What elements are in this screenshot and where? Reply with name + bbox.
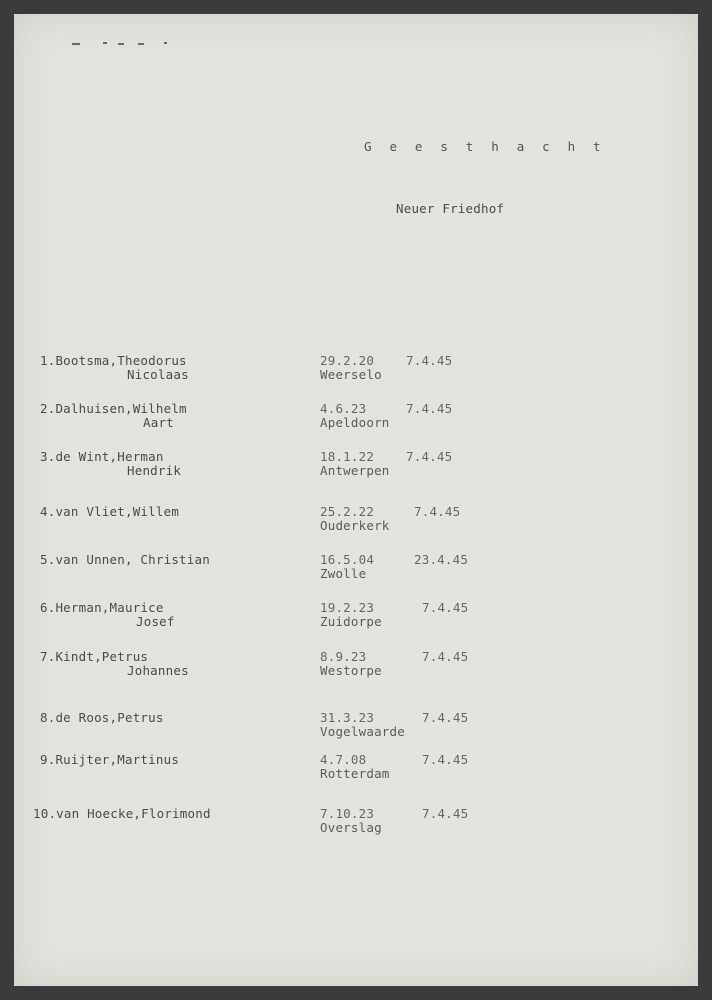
entry-given-names: Nicolaas [127,367,189,382]
entry-birth-date: 4.7.08 [320,752,367,767]
entry-birth-date: 29.2.20 [320,353,375,368]
entry-birth-date: 25.2.22 [320,504,375,519]
entry-burial-date: 7.4.45 [422,600,469,615]
ink-speck [164,42,167,44]
entry-birth-place: Weerselo [320,367,382,382]
entry-burial-date: 7.4.45 [406,353,453,368]
entry-name: 3.de Wint,Herman [40,449,164,464]
entry-burial-date: 7.4.45 [414,504,461,519]
entry-given-names: Johannes [127,663,189,678]
entry-birth-date: 19.2.23 [320,600,375,615]
entry-burial-date: 7.4.45 [422,710,469,725]
entry-given-names: Josef [136,614,175,629]
entry-name: 6.Herman,Maurice [40,600,164,615]
entry-birth-date: 8.9.23 [320,649,367,664]
entry-name: 2.Dalhuisen,Wilhelm [40,401,187,416]
entry-burial-date: 7.4.45 [422,806,469,821]
ink-speck [138,43,144,45]
ink-speck [103,42,107,44]
entry-name: 5.van Unnen, Christian [40,552,210,567]
entry-burial-date: 23.4.45 [414,552,469,567]
entry-birth-date: 16.5.04 [320,552,375,567]
entry-burial-date: 7.4.45 [422,752,469,767]
entry-name: 4.van Vliet,Willem [40,504,180,519]
document-subtitle: Neuer Friedhof [396,201,505,216]
ink-speck [72,43,80,45]
entry-name: 7.Kindt,Petrus [40,649,149,664]
entry-birth-place: Antwerpen [320,463,390,478]
entry-birth-place: Apeldoorn [320,415,390,430]
entry-name: 1.Bootsma,Theodorus [40,353,187,368]
entry-birth-date: 31.3.23 [320,710,375,725]
entry-birth-place: Rotterdam [320,766,390,781]
entry-birth-place: Overslag [320,820,382,835]
entry-name: 10.van Hoecke,Florimond [33,806,211,821]
entry-birth-place: Westorpe [320,663,382,678]
entry-birth-place: Zuidorpe [320,614,382,629]
ink-speck [118,43,124,45]
entry-birth-date: 7.10.23 [320,806,375,821]
entry-burial-date: 7.4.45 [422,649,469,664]
entry-birth-date: 4.6.23 [320,401,367,416]
entry-name: 8.de Roos,Petrus [40,710,164,725]
entry-given-names: Hendrik [127,463,182,478]
entry-name: 9.Ruijter,Martinus [40,752,180,767]
document-title: G e e s t h a c h t [364,139,606,154]
entry-birth-place: Ouderkerk [320,518,390,533]
entry-burial-date: 7.4.45 [406,449,453,464]
document-sheet [14,14,698,986]
entry-birth-place: Zwolle [320,566,367,581]
entry-given-names: Aart [143,415,174,430]
entry-birth-place: Vogelwaarde [320,724,405,739]
entry-burial-date: 7.4.45 [406,401,453,416]
entry-birth-date: 18.1.22 [320,449,375,464]
